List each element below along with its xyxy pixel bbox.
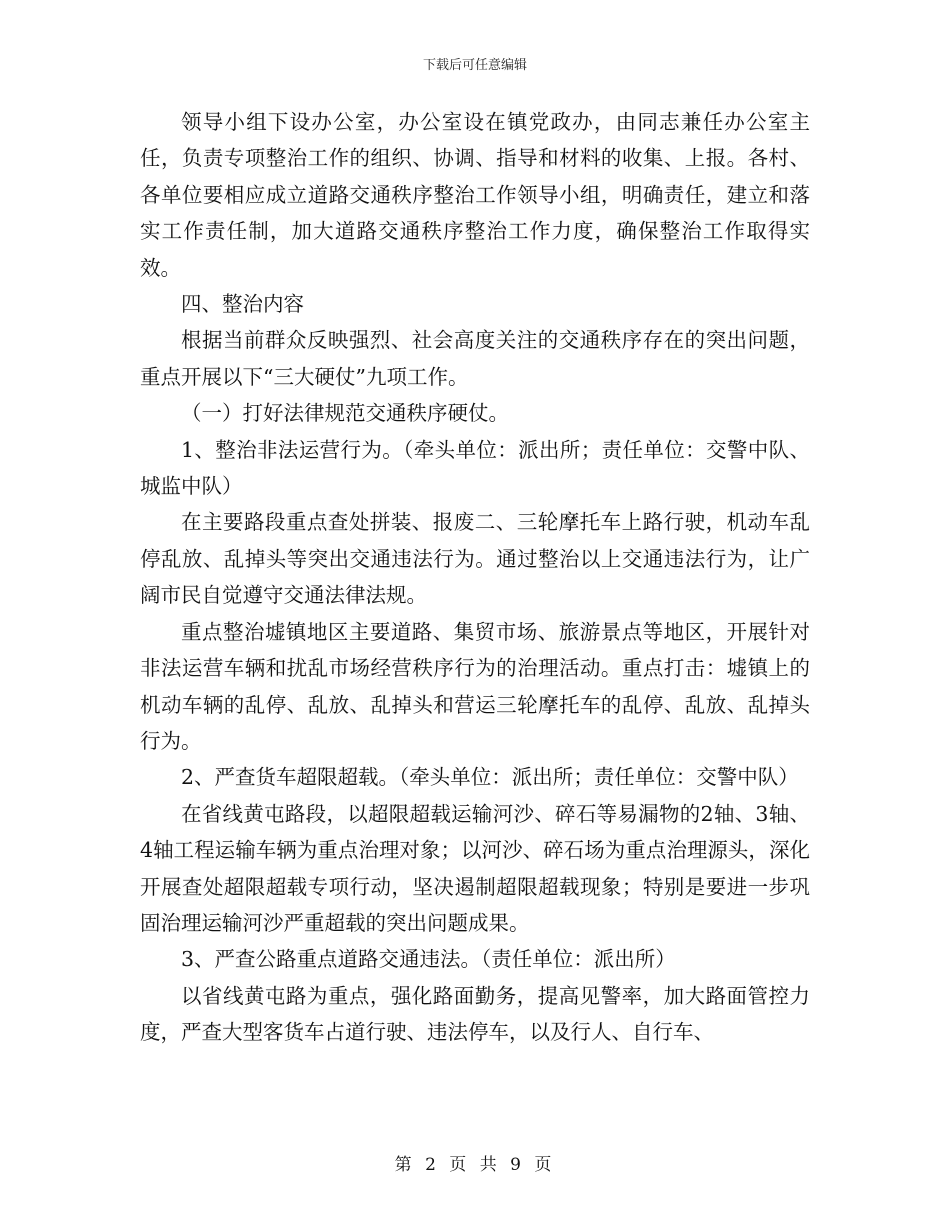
page-header: 下载后可任意编辑 <box>422 58 527 73</box>
paragraph: 重点整治墟镇地区主要道路、集贸市场、旅游景点等地区，开展针对非法运营车辆和扰乱市场经营秩序行为的治理活动。重点打击：墟镇上的机动车辆的乱停、乱放、乱掉头和营运三轮摩托车的乱停、乱放、乱掉头行为。 <box>140 619 810 753</box>
section-heading: 四、整治内容 <box>181 292 304 317</box>
paragraph: 在省线黄屯路段，以超限超载运输河沙、碎石等易漏物的2轴、3轴、4轴工程运输车辆为重点治理对象；以河沙、碎石场为重点治理源头，深化开展查处超限超载专项行动，坚决遏制超限超载现象；特别是要进一步巩固治理运输河沙严重超载的突出问题成果。 <box>140 801 810 935</box>
paragraph: 领导小组下设办公室，办公室设在镇党政办，由同志兼任办公室主任，负责专项整治工作的组织、协调、指导和材料的收集、上报。各村、各单位要相应成立道路交通秩序整治工作领导小组，明确责任，建立和落实工作责任制，加大道路交通秩序整治工作力度，确保整治工作取得实效。 <box>140 110 810 280</box>
item-heading: 3、严查公路重点道路交通违法。（责任单位：派出所） <box>181 947 676 972</box>
subsection-heading: （一）打好法律规范交通秩序硬仗。 <box>181 401 509 426</box>
document-body <box>140 104 810 1051</box>
page-number: 第 2 页 共 9 页 <box>394 1155 556 1175</box>
item-heading: 2、严查货车超限超载。（牵头单位：派出所；责任单位：交警中队） <box>181 765 799 790</box>
item-heading: 1、整治非法运营行为。（牵头单位：派出所；责任单位：交警中队、城监中队） <box>140 437 810 499</box>
paragraph: 以省线黄屯路为重点，强化路面勤务，提高见警率，加大路面管控力度，严查大型客货车占道行驶、违法停车，以及行人、自行车、 <box>140 983 810 1045</box>
paragraph: 根据当前群众反映强烈、社会高度关注的交通秩序存在的突出问题，重点开展以下“三大硬仗”九项工作。 <box>140 328 810 389</box>
paragraph: 在主要路段重点查处拼装、报废二、三轮摩托车上路行驶，机动车乱停乱放、乱掉头等突出交通违法行为。通过整治以上交通违法行为，让广阔市民自觉遵守交通法律法规。 <box>140 510 810 608</box>
